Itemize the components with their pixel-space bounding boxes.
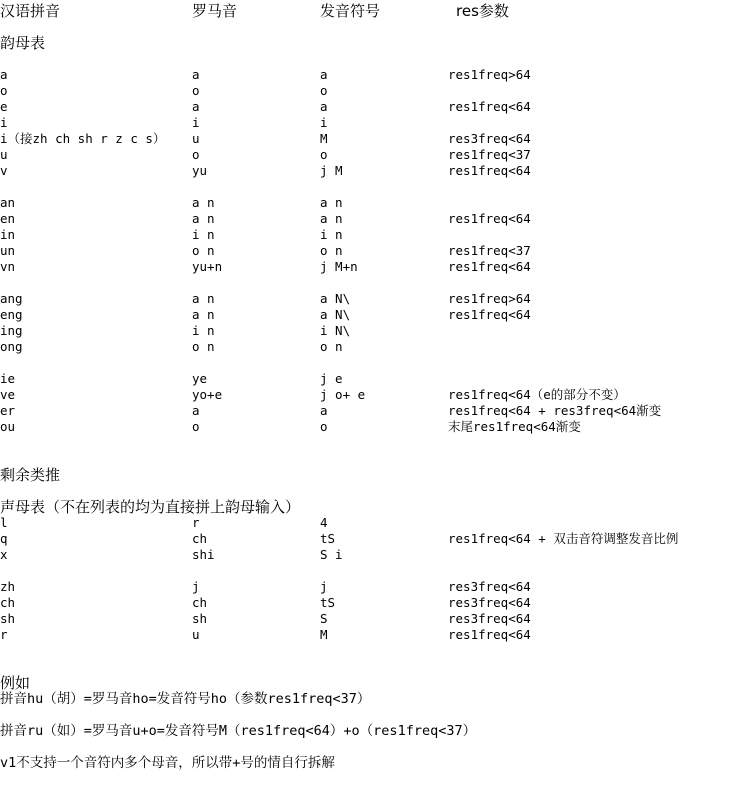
cell-symbol: o <box>320 147 328 162</box>
cell-res: 末尾res1freq<64渐变 <box>448 419 581 434</box>
table-row <box>0 227 750 243</box>
cell-res: res1freq<64 + res3freq<64渐变 <box>448 403 662 418</box>
cell-res: res1freq<37 <box>448 243 531 258</box>
cell-symbol: S i <box>320 547 343 562</box>
cell-romaji: o <box>192 147 200 162</box>
cell-pinyin: o <box>0 83 8 98</box>
cell-romaji: a n <box>192 307 215 322</box>
table-row <box>0 67 750 83</box>
cell-pinyin: in <box>0 227 16 242</box>
cell-res: res1freq<64 <box>448 307 531 322</box>
table-row <box>0 627 750 643</box>
cell-symbol: M <box>320 131 328 146</box>
cell-pinyin: u <box>0 147 8 162</box>
header-res: res参数 <box>456 2 509 20</box>
table-row <box>0 323 750 339</box>
cell-res: res1freq<64 <box>448 259 531 274</box>
cell-pinyin: ou <box>0 419 16 434</box>
cell-pinyin: en <box>0 211 16 226</box>
header-romaji: 罗马音 <box>192 2 238 20</box>
table-row <box>0 291 750 307</box>
cell-pinyin: er <box>0 403 16 418</box>
cell-pinyin: sh <box>0 611 16 626</box>
cell-romaji: a n <box>192 211 215 226</box>
table-row <box>0 83 750 99</box>
cell-pinyin: zh <box>0 579 16 594</box>
cell-romaji: yu+n <box>192 259 223 274</box>
cell-pinyin: un <box>0 243 16 258</box>
header-symbol: 发音符号 <box>320 2 381 20</box>
cell-pinyin: i <box>0 115 8 130</box>
cell-romaji: yu <box>192 163 208 178</box>
cell-symbol: i N\ <box>320 323 351 338</box>
cell-romaji: sh <box>192 611 208 626</box>
cell-pinyin: l <box>0 515 8 530</box>
table-row <box>0 243 750 259</box>
cell-symbol: i n <box>320 227 343 242</box>
table-row <box>0 371 750 387</box>
table-row <box>0 99 750 115</box>
cell-romaji: ch <box>192 531 208 546</box>
cell-res: res3freq<64 <box>448 131 531 146</box>
cell-symbol: j M+n <box>320 259 358 274</box>
example-line-2: 拼音ru（如）=罗马音u+o=发音符号M（res1freq<64）+o（res1freq<37） <box>0 723 477 739</box>
cell-romaji: a <box>192 67 200 82</box>
cell-symbol: i <box>320 115 328 130</box>
cell-symbol: o <box>320 419 328 434</box>
cell-symbol: a N\ <box>320 307 351 322</box>
cell-pinyin: ong <box>0 339 23 354</box>
table-header <box>0 3 750 19</box>
remainder-note: 剩余类推 <box>0 466 61 484</box>
table-row <box>0 163 750 179</box>
cell-symbol: tS <box>320 595 336 610</box>
cell-symbol: o n <box>320 339 343 354</box>
table-row <box>0 131 750 147</box>
examples-title: 例如 <box>0 674 31 692</box>
table-row <box>0 195 750 211</box>
cell-symbol: j <box>320 579 328 594</box>
cell-symbol: tS <box>320 531 336 546</box>
table-row <box>0 147 750 163</box>
cell-romaji: yo+e <box>192 387 223 402</box>
cell-symbol: a <box>320 403 328 418</box>
table-row <box>0 515 750 531</box>
cell-pinyin: ch <box>0 595 16 610</box>
cell-romaji: ch <box>192 595 208 610</box>
table-row <box>0 387 750 403</box>
cell-res: res1freq<64 <box>448 211 531 226</box>
cell-romaji: a n <box>192 291 215 306</box>
cell-symbol: j M <box>320 163 343 178</box>
cell-romaji: u <box>192 131 200 146</box>
cell-romaji: i n <box>192 323 215 338</box>
cell-symbol: 4 <box>320 515 328 530</box>
cell-pinyin: q <box>0 531 8 546</box>
cell-pinyin: ve <box>0 387 16 402</box>
cell-symbol: j e <box>320 371 343 386</box>
cell-romaji: i n <box>192 227 215 242</box>
table-row <box>0 307 750 323</box>
cell-symbol: o n <box>320 243 343 258</box>
cell-romaji: j <box>192 579 200 594</box>
table-row <box>0 595 750 611</box>
cell-pinyin: ie <box>0 371 16 386</box>
cell-romaji: r <box>192 515 200 530</box>
cell-pinyin: i（接zh ch sh r z c s） <box>0 131 166 146</box>
cell-pinyin: ing <box>0 323 23 338</box>
cell-res: res1freq>64 <box>448 291 531 306</box>
cell-res: res3freq<64 <box>448 595 531 610</box>
cell-res: res1freq<64 <box>448 627 531 642</box>
cell-symbol: S <box>320 611 328 626</box>
table-row <box>0 211 750 227</box>
cell-romaji: i <box>192 115 200 130</box>
cell-romaji: a <box>192 403 200 418</box>
cell-res: res1freq<37 <box>448 147 531 162</box>
cell-romaji: ye <box>192 371 208 386</box>
cell-romaji: a n <box>192 195 215 210</box>
cell-symbol: a n <box>320 211 343 226</box>
table-row <box>0 419 750 435</box>
cell-pinyin: a <box>0 67 8 82</box>
cell-romaji: o <box>192 83 200 98</box>
table-row <box>0 611 750 627</box>
cell-pinyin: v <box>0 163 8 178</box>
cell-symbol: o <box>320 83 328 98</box>
table-row <box>0 259 750 275</box>
table-row <box>0 115 750 131</box>
cell-pinyin: x <box>0 547 8 562</box>
cell-pinyin: e <box>0 99 8 114</box>
cell-res: res3freq<64 <box>448 579 531 594</box>
header-pinyin: 汉语拼音 <box>0 2 61 20</box>
table-row <box>0 579 750 595</box>
table-row <box>0 403 750 419</box>
cell-symbol: a n <box>320 195 343 210</box>
cell-res: res1freq<64（e的部分不变） <box>448 387 626 402</box>
cell-res: res3freq<64 <box>448 611 531 626</box>
table-row <box>0 547 750 563</box>
cell-romaji: u <box>192 627 200 642</box>
cell-romaji: o <box>192 419 200 434</box>
cell-romaji: o n <box>192 243 215 258</box>
vowel-table-title: 韵母表 <box>0 34 46 52</box>
cell-pinyin: an <box>0 195 16 210</box>
cell-res: res1freq<64 + 双击音符调整发音比例 <box>448 531 679 546</box>
cell-pinyin: ang <box>0 291 23 306</box>
cell-romaji: o n <box>192 339 215 354</box>
cell-res: res1freq<64 <box>448 163 531 178</box>
cell-symbol: a <box>320 99 328 114</box>
cell-res: res1freq>64 <box>448 67 531 82</box>
cell-pinyin: r <box>0 627 8 642</box>
cell-symbol: a <box>320 67 328 82</box>
cell-romaji: a <box>192 99 200 114</box>
cell-symbol: j o+ e <box>320 387 366 402</box>
cell-pinyin: eng <box>0 307 23 322</box>
cell-romaji: shi <box>192 547 215 562</box>
v1-limitation-note: v1不支持一个音符内多个母音，所以带+号的情自行拆解 <box>0 755 335 771</box>
cell-symbol: a N\ <box>320 291 351 306</box>
consonant-table-title: 声母表（不在列表的均为直接拼上韵母输入） <box>0 498 301 516</box>
cell-res: res1freq<64 <box>448 99 531 114</box>
cell-symbol: M <box>320 627 328 642</box>
table-row <box>0 339 750 355</box>
table-row <box>0 531 750 547</box>
example-line-1: 拼音hu（胡）=罗马音ho=发音符号ho（参数res1freq<37） <box>0 691 371 707</box>
cell-pinyin: vn <box>0 259 16 274</box>
